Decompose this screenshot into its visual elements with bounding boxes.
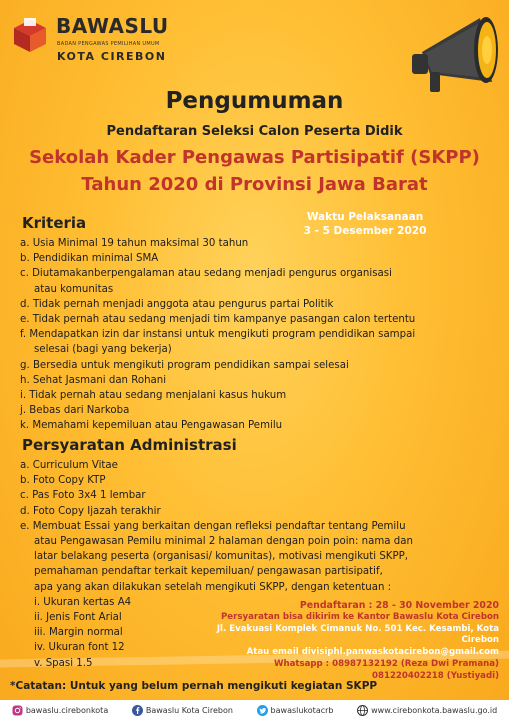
logo-title: BAWASLU <box>56 14 169 38</box>
ballot-box-icon <box>10 14 50 54</box>
list-item: v. Spasi 1.5 <box>34 657 93 669</box>
list-item: iv. Ukuran font 12 <box>34 642 125 654</box>
contact-whatsapp: 081220402218 (Yustiyadi) <box>372 670 499 681</box>
kriteria-list <box>20 236 415 434</box>
footer-website-label: www.cirebonkota.bawaslu.go.id <box>371 705 498 715</box>
footer-instagram[interactable] <box>12 705 108 716</box>
list-item: k. Memahami kepemiluan atau Pengawasan Pemilu <box>20 420 283 432</box>
contact-line: Persyaratan bisa dikirim ke Kantor Bawaslu Kota Cirebon <box>220 611 499 622</box>
list-item: e. Tidak pernah atau sedang menjadi tim kampanye pasangan calon tertentu <box>20 314 416 326</box>
list-item: atau komunitas <box>34 283 114 295</box>
footer-twitter[interactable] <box>257 705 334 716</box>
list-item: i. Ukuran kertas A4 <box>34 596 132 608</box>
list-item: c. Diutamakanberpengalaman atau sedang menjadi pengurus organisasi <box>20 268 392 280</box>
list-item: g. Bersedia untuk mengikuti program pendidikan sampai selesai <box>20 359 349 371</box>
contact-whatsapp: Whatsapp : 08987132192 (Reza Dwi Pramana) <box>273 658 499 669</box>
globe-icon <box>357 705 368 716</box>
list-item: j. Bebas dari Narkoba <box>20 405 130 417</box>
list-item: selesai (bagi yang bekerja) <box>34 344 172 356</box>
bawaslu-logo <box>10 12 190 72</box>
list-item: apa yang akan dilakukan setelah mengikuti SKPP, dengan ketentuan : <box>34 581 392 593</box>
list-item: c. Pas Foto 3x4 1 lembar <box>20 490 146 502</box>
program-year: Tahun 2020 di Provinsi Jawa Barat <box>81 174 428 195</box>
social-footer <box>0 700 509 720</box>
contact-email[interactable]: Atau email divisiphl.panwaskotacirebon@gmail.com <box>246 647 499 658</box>
page-title: Pengumuman <box>165 88 344 114</box>
footer-twitter-label: bawaslukotacrb <box>270 705 334 715</box>
list-item: pemahaman pendaftar terkait kepemiluan/ pengawasan partisipatif, <box>34 566 383 578</box>
facebook-icon <box>132 705 143 716</box>
logo-city: KOTA CIREBON <box>57 50 167 63</box>
footer-facebook-label: Bawaslu Kota Cirebon <box>145 705 233 715</box>
schedule-box <box>290 210 440 238</box>
registration-dates: Pendaftaran : 28 - 30 November 2020 <box>299 600 499 611</box>
logo-subtitle: BADAN PENGAWAS PEMILIHAN UMUM <box>57 41 160 47</box>
list-item: f. Mendapatkan izin dar instansi untuk mengikuti program pendidikan sampai <box>20 329 416 341</box>
twitter-icon <box>257 705 268 716</box>
list-item: d. Tidak pernah menjadi anggota atau pengurus partai Politik <box>20 298 334 310</box>
list-item: i. Tidak pernah atau sedang menjalani kasus hukum <box>20 390 287 402</box>
contact-info <box>199 600 499 683</box>
list-item: b. Foto Copy KTP <box>20 475 106 487</box>
list-item: atau Pengawasan Pemilu minimal 2 halaman dengan poin poin: nama dan <box>34 536 413 548</box>
list-item: iii. Margin normal <box>34 627 123 639</box>
footer-facebook[interactable] <box>132 705 233 716</box>
contact-line: Jl. Evakuasi Komplek Cimanuk No. 501 Kec. Kesambi, Kota Cirebon <box>216 623 499 646</box>
list-item: ii. Jenis Font Arial <box>34 612 122 624</box>
list-item: a. Usia Minimal 19 tahun maksimal 30 tahun <box>20 238 249 249</box>
instagram-icon <box>12 705 23 716</box>
schedule-dates: 3 - 5 Desember 2020 <box>303 225 427 237</box>
list-item: b. Pendidikan minimal SMA <box>20 253 159 265</box>
admin-title: Persyaratan Administrasi <box>22 436 237 454</box>
note-text: *Catatan: Untuk yang belum pernah mengikuti kegiatan SKPP <box>10 680 378 692</box>
footer-instagram-label: bawaslu.cirebonkota <box>25 705 109 715</box>
list-item: a. Curriculum Vitae <box>20 460 118 471</box>
list-item: latar belakang peserta (organisasi/ komunitas), motivasi mengikuti SKPP, <box>34 551 409 563</box>
page-subtitle: Pendaftaran Seleksi Calon Peserta Didik <box>106 124 403 139</box>
list-item: d. Foto Copy Ijazah terakhir <box>20 505 161 517</box>
program-name: Sekolah Kader Pengawas Partisipatif (SKPP) <box>29 147 480 168</box>
schedule-label: Waktu Pelaksanaan <box>306 211 424 223</box>
footer-website[interactable] <box>357 705 497 716</box>
list-item: e. Membuat Essai yang berkaitan dengan refleksi pendaftar tentang Pemilu <box>20 520 406 532</box>
kriteria-title: Kriteria <box>22 214 87 232</box>
list-item: h. Sehat Jasmani dan Rohani <box>20 374 167 386</box>
